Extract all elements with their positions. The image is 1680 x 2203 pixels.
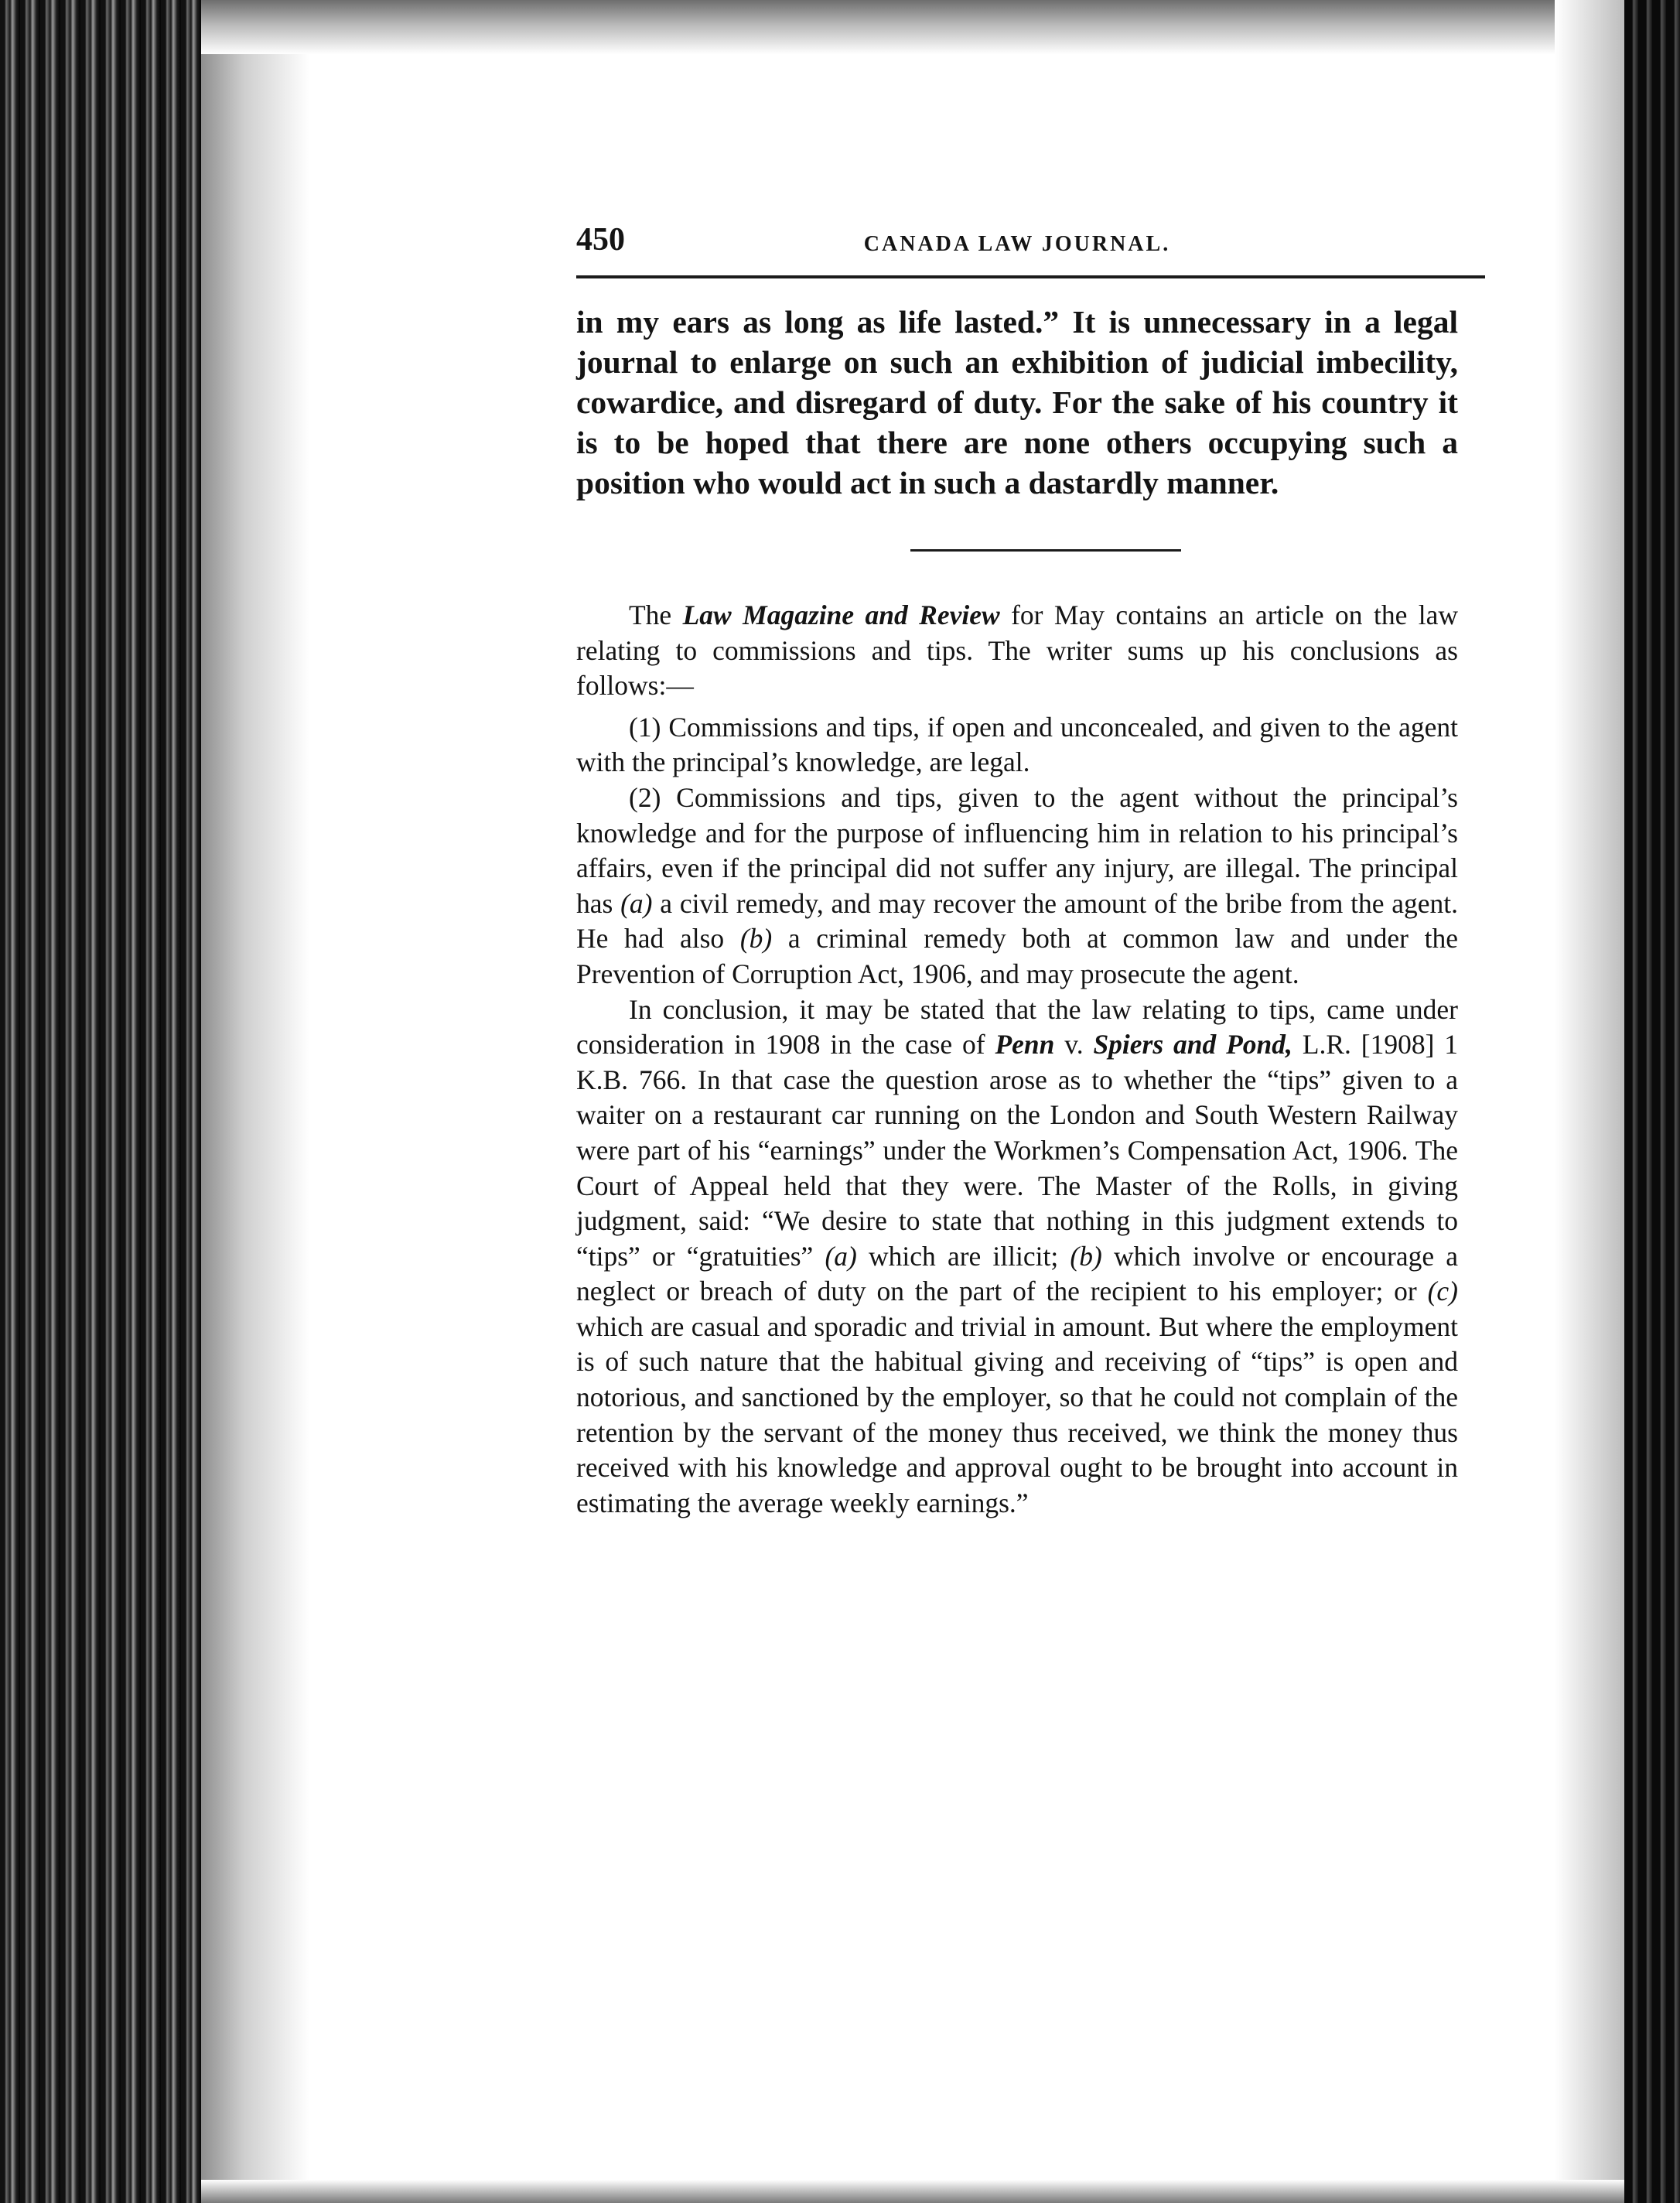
conclusion-text-a: In conclusion, it may be stated that the law relating to tips, came under consideration in 1908 in the case of (576, 993, 1458, 1061)
point-2-text-c: a criminal remedy both at common law and under the Prevention of Corruption Act, 1906, and may prosecute the agent. (576, 923, 1459, 989)
publication-title: Law Magazine and Review (682, 599, 1000, 630)
point-2-text-b: a civil remedy, and may recover the amount of the bribe from the agent. He had also (576, 887, 1458, 955)
running-title: CANADA LAW JOURNAL. (863, 232, 1171, 256)
conclusion-text-c: which are illicit; (856, 1240, 1070, 1272)
intro-rest: for May contains an article on the law relating to commissions and tips. The writer sums up his conclusions as follows:— (576, 599, 1458, 702)
scan-edge-top (201, 0, 1624, 54)
intro-lead: The (629, 599, 683, 630)
scan-edge-bottom (201, 2180, 1624, 2203)
point-1: (1) Commissions and tips, if open and unconcealed, and given to the agent with the principal’s knowledge, are legal. (576, 711, 1458, 778)
conclusion-paragraph (576, 992, 1458, 1522)
header-rule (576, 275, 1485, 278)
intro-paragraph (576, 598, 1458, 704)
point-2-text-a: (2) Commissions and tips, given to the agent without the principal’s knowledge and for the purpose of influencing him in relation to his principal’s affairs, even if the principal did not suffer any injury, are illegal. The principal has (576, 781, 1458, 919)
conclusion-text-d: which involve or encourage a neglect or breach of duty on the part of the recipient to his employer; or (576, 1240, 1458, 1307)
conclusion-text-b: L.R. [1908] 1 K.B. 766. In that case the question arose as to whether the “tips” given to a waiter on a restaurant car running on the London and South Western Railway were part of his “earnings” under the Workmen’s Compensation Act, 1906. The Court of Appeal held that they were. The Master of the Rolls, in giving judgment, said: “We desire to state that nothing in this judgment extends to “tips” or “gratuities” (576, 1029, 1458, 1272)
scan-binding-shadow-left (0, 0, 201, 2203)
scan-edge-fade-right (1555, 0, 1624, 2203)
case-name-spiers: Spiers and Pond, (1093, 1029, 1292, 1061)
conclusion-marker-a: (a) (825, 1240, 857, 1272)
page-number: 450 (576, 222, 625, 258)
conclusion-marker-b: (b) (1070, 1240, 1102, 1272)
point-2-marker-b: (b) (739, 923, 773, 955)
case-name-penn: Penn (995, 1029, 1055, 1061)
scan-edge-right (1624, 0, 1680, 2203)
scan-gutter-fade (201, 0, 309, 2203)
page-header (576, 217, 1458, 263)
case-versus: v. (1054, 1029, 1094, 1061)
conclusion-text-e: which are casual and sporadic and trivial in amount. But where the employment is of such nature that the habitual giving and receiving of “tips” is open and notorious, and sanctioned by the employer, so that he could not complain of the retention by the servant of the money thus received, we think the money thus received with his knowledge and approval ought to be brought into account in estimating the average weekly earnings.” (576, 1310, 1458, 1518)
point-2-marker-a: (a) (620, 887, 653, 919)
section-divider (910, 549, 1181, 552)
continued-paragraph: in my ears as long as life lasted.” It is unnecessary in a legal journal to enlarge on such an exhibition of judicial imbecility, cowardice, and disregard of duty. For the sake of his country it is to be hoped that there are none others occupying such a position who would act in such a dastardly manner. (576, 304, 1458, 500)
conclusion-marker-c: (c) (1427, 1276, 1458, 1307)
journal-page (576, 217, 1458, 1521)
point-2 (576, 780, 1458, 992)
article-body (576, 598, 1458, 1521)
